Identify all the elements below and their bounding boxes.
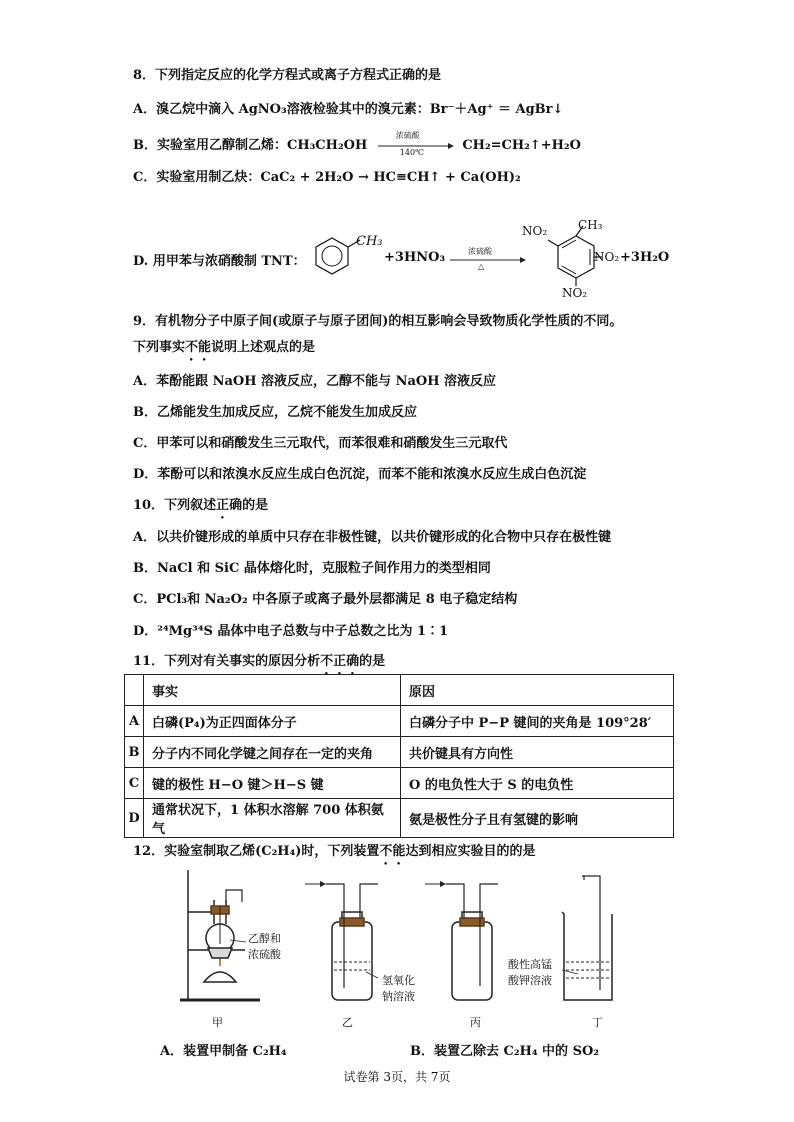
label-yi-reagent-1: 氢氧化 bbox=[382, 974, 415, 987]
table-row bbox=[125, 768, 674, 799]
q10-stem-part: 确的是 bbox=[229, 498, 269, 513]
table-cell: C bbox=[125, 768, 144, 799]
page-footer: 试卷第 3页，共 7页 bbox=[343, 1070, 451, 1084]
q9-stem: 9．有机物分子中原子间(或原子与原子团间)的相互影响会导致物质化学性质的不同。 bbox=[133, 314, 623, 329]
table-header-cell bbox=[125, 675, 144, 706]
q8-b-left: B．实验室用乙醇制乙烯：CH₃CH₂OH bbox=[133, 138, 368, 153]
table-cell: 白磷(P₄)为正四面体分子 bbox=[144, 706, 401, 737]
q9-stem-part: 下列事实 bbox=[133, 340, 186, 355]
q8-d-mid: +3HNO₃ bbox=[384, 250, 446, 265]
q8-option-c: C．实验室用制乙炔：CaC₂ + 2H₂O → HC≡CH↑ + Ca(OH)₂ bbox=[133, 170, 521, 185]
q10-option-c: C．PCl₃和 Na₂O₂ 中各原子或离子最外层都满足 8 电子稳定结构 bbox=[133, 592, 518, 607]
q12-emphasis: 不能 bbox=[379, 844, 406, 859]
q8-d-arrow bbox=[448, 247, 528, 271]
label-jia-reagent-2: 浓硫酸 bbox=[248, 948, 281, 961]
q9-option-b: B．乙烯能发生加成反应，乙烷不能发生加成反应 bbox=[133, 405, 417, 420]
tnt-no2-left: NO₂ bbox=[522, 224, 548, 238]
q12-stem-part: 达到相应实验目的的是 bbox=[405, 844, 536, 859]
caption-bing: 丙 bbox=[470, 1016, 481, 1029]
q12-stem-part: 12．实验室制取乙烯(C₂H₄)时，下列装置 bbox=[133, 844, 380, 859]
table-row bbox=[125, 737, 674, 768]
q10-option-a: A．以共价键形成的单质中只存在非极性键，以共价键形成的化合物中只存在极性键 bbox=[133, 530, 612, 545]
table-cell: 白磷分子中 P−P 键间的夹角是 109°28′ bbox=[401, 706, 674, 737]
q8-stem: 8．下列指定反应的化学方程式或离子方程式正确的是 bbox=[133, 68, 442, 83]
label-ding-reagent-2: 酸钾溶液 bbox=[508, 974, 552, 987]
q8-d-left: D. 用甲苯与浓硝酸制 TNT： bbox=[133, 254, 306, 269]
tnt-no2-bottom: NO₂ bbox=[562, 286, 588, 300]
apparatus-yi-icon bbox=[305, 881, 378, 1000]
table-cell: B bbox=[125, 737, 144, 768]
caption-ding: 丁 bbox=[592, 1016, 603, 1029]
table-header-row bbox=[125, 675, 674, 706]
table-cell: 共价键具有方向性 bbox=[401, 737, 674, 768]
q8-option-b bbox=[133, 130, 581, 157]
caption-jia: 甲 bbox=[212, 1016, 223, 1029]
label-ding-reagent-1: 酸性高锰 bbox=[508, 958, 552, 971]
q8-d-ch3: CH₃ bbox=[356, 234, 383, 249]
table-cell: 键的极性 H−O 键＞H−S 键 bbox=[144, 768, 401, 799]
table-cell: 通常状况下，1 体积水溶解 700 体积氨气 bbox=[144, 799, 401, 838]
q9-option-a: A．苯酚能跟 NaOH 溶液反应，乙醇不能与 NaOH 溶液反应 bbox=[133, 374, 497, 389]
label-yi-reagent-2: 钠溶液 bbox=[382, 990, 415, 1003]
table-cell: A bbox=[125, 706, 144, 737]
q9-stem-2 bbox=[133, 336, 315, 364]
tnt-no2-right: NO₂ bbox=[594, 250, 620, 264]
table-cell: 分子内不同化学键之间存在一定的夹角 bbox=[144, 737, 401, 768]
q9-emphasis: 不能 bbox=[185, 340, 212, 355]
table-cell: D bbox=[125, 799, 144, 838]
apparatus-bing-icon bbox=[425, 881, 498, 1000]
q12-option-b: B．装置乙除去 C₂H₄ 中的 SO₂ bbox=[410, 1044, 599, 1059]
table-header-cell: 事实 bbox=[144, 675, 401, 706]
table-cell: O 的电负性大于 S 的电负性 bbox=[401, 768, 674, 799]
q8-b-cond-bottom: 140℃ bbox=[399, 147, 424, 157]
table-header-cell: 原因 bbox=[401, 675, 674, 706]
q9-option-d: D．苯酚可以和浓溴水反应生成白色沉淀，而苯不能和浓溴水反应生成白色沉淀 bbox=[133, 467, 587, 482]
tnt-ch3: CH₃ bbox=[578, 218, 603, 232]
q11-table bbox=[124, 674, 674, 838]
q10-option-b: B．NaCl 和 SiC 晶体熔化时，克服粒子间作用力的类型相同 bbox=[133, 561, 491, 576]
q10-stem bbox=[133, 494, 268, 522]
q8-d-right: +3H₂O bbox=[620, 250, 670, 265]
q8-d-cond-bottom: △ bbox=[478, 262, 485, 271]
label-jia-reagent-1: 乙醇和 bbox=[248, 932, 281, 945]
table-row bbox=[125, 799, 674, 838]
apparatus-ding-icon bbox=[562, 876, 612, 1000]
q11-emphasis: 不正确 bbox=[320, 654, 360, 669]
q8-b-right: CH₂=CH₂↑+H₂O bbox=[462, 138, 581, 153]
q11-stem-part: 的是 bbox=[359, 654, 386, 669]
q8-option-a: A．溴乙烷中滴入 AgNO₃溶液检验其中的溴元素：Br⁻＋Ag⁺ ＝ AgBr↓ bbox=[133, 102, 564, 117]
caption-yi: 乙 bbox=[342, 1016, 353, 1029]
q9-stem-part: 说明上述观点的是 bbox=[211, 340, 316, 355]
q8-b-cond-top: 浓硫酸 bbox=[395, 130, 420, 140]
q12-option-a: A．装置甲制备 C₂H₄ bbox=[160, 1044, 287, 1059]
q10-option-d: D．²⁴Mg³⁴S 晶体中电子总数与中子总数之比为 1∶1 bbox=[133, 624, 449, 639]
table-cell: 氨是极性分子且有氢键的影响 bbox=[401, 799, 674, 838]
q11-stem-part: 11．下列对有关事实的原因分析 bbox=[133, 654, 321, 669]
q10-stem-part: 10．下列叙述 bbox=[133, 498, 217, 513]
table-row bbox=[125, 706, 674, 737]
q8-b-arrow bbox=[376, 130, 454, 157]
q10-emphasis: 正 bbox=[216, 498, 230, 513]
q9-option-c: C．甲苯可以和硝酸发生三元取代，而苯很难和硝酸发生三元取代 bbox=[133, 436, 508, 451]
q8-d-cond-top: 浓硫酸 bbox=[468, 247, 492, 256]
